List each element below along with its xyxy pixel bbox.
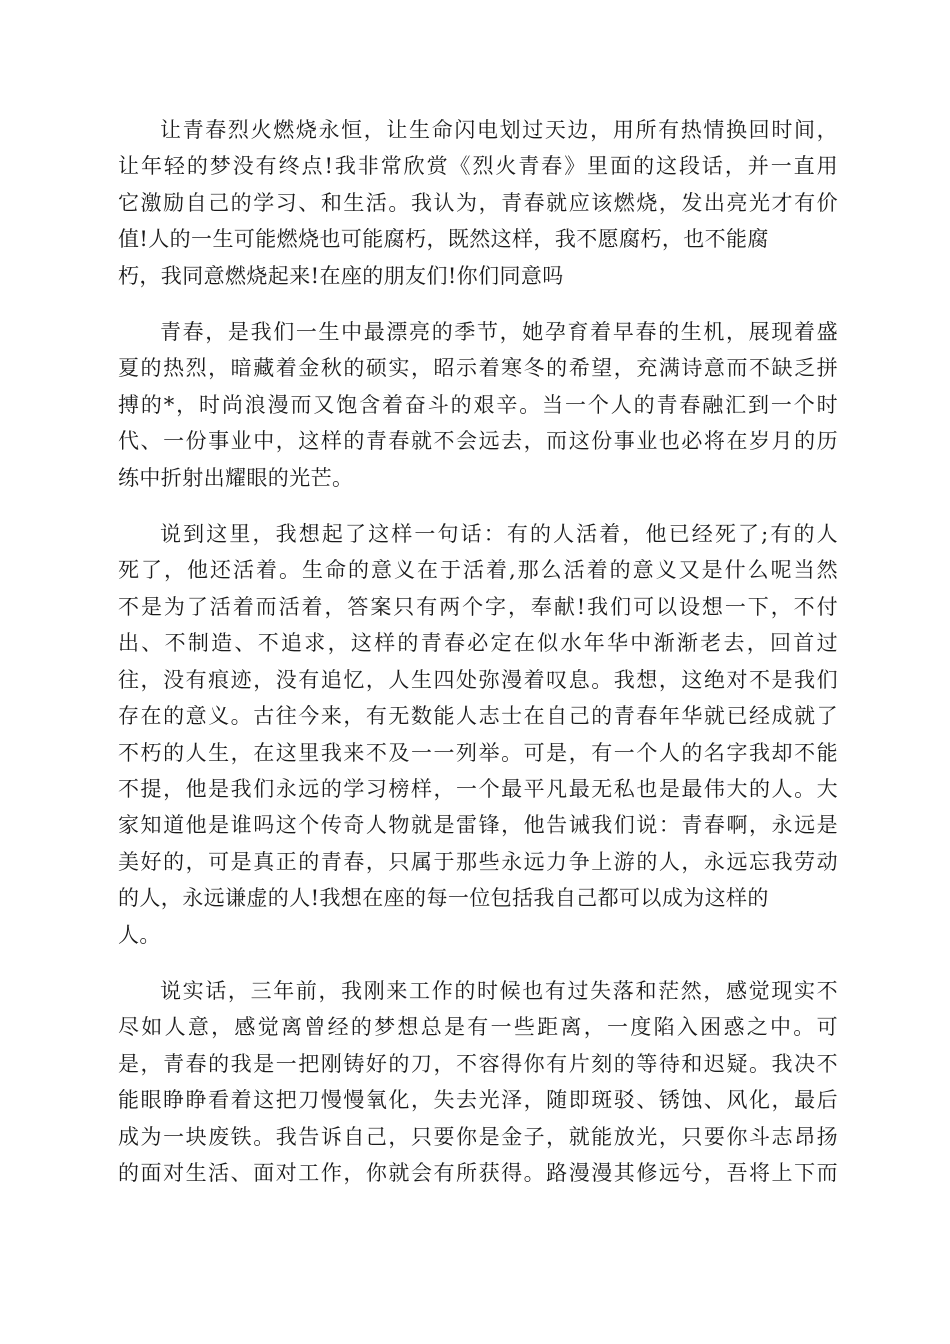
text-line: 它激励自己的学习、和生活。我认为，青春就应该燃烧，发出亮光才有价 (118, 190, 838, 215)
text-line: 往，没有痕迹，没有追忆，人生四处弥漫着叹息。我想，这绝对不是我们 (118, 667, 838, 692)
paragraph-1 (118, 112, 838, 294)
text-line: 搏的*，时尚浪漫而又饱含着奋斗的艰辛。当一个人的青春融汇到一个时 (118, 392, 838, 417)
text-line: 值!人的一生可能燃烧也可能腐朽，既然这样，我不愿腐朽，也不能腐 (118, 227, 769, 252)
text-line: 朽，我同意燃烧起来!在座的朋友们!你们同意吗 (118, 263, 564, 288)
paragraph-2 (118, 314, 838, 496)
text-line: 尽如人意，感觉离曾经的梦想总是有一些距离，一度陷入困惑之中。可 (118, 1015, 838, 1040)
text-line: 死了，他还活着。生命的意义在于活着,那么活着的意义又是什么呢当然 (118, 558, 838, 583)
text-line: 代、一份事业中，这样的青春就不会远去，而这份事业也必将在岁月的历 (118, 429, 838, 454)
text-line: 的人，永远谦虚的人!我想在座的每一位包括我自己都可以成为这样的 (118, 886, 769, 911)
text-line: 让年轻的梦没有终点!我非常欣赏《烈火青春》里面的这段话，并一直用 (118, 154, 838, 179)
paragraph-4 (118, 973, 838, 1191)
text-line: 的面对生活、面对工作，你就会有所获得。路漫漫其修远兮，吾将上下而 (118, 1160, 838, 1185)
text-line: 青春，是我们一生中最漂亮的季节，她孕育着早春的生机，展现着盛 (160, 320, 838, 345)
text-line: 能眼睁睁看着这把刀慢慢氧化，失去光泽，随即斑驳、锈蚀、风化，最后 (118, 1088, 838, 1113)
text-line: 不提，他是我们永远的学习榜样，一个最平凡最无私也是最伟大的人。大 (118, 776, 838, 801)
text-line: 人。 (118, 922, 161, 947)
text-line: 成为一块废铁。我告诉自己，只要你是金子，就能放光，只要你斗志昂扬 (118, 1124, 838, 1149)
text-line: 存在的意义。古往今来，有无数能人志士在自己的青春年华就已经成就了 (118, 704, 838, 729)
text-line: 家知道他是谁吗这个传奇人物就是雷锋，他告诫我们说：青春啊，永远是 (118, 813, 838, 838)
text-line: 是，青春的我是一把刚铸好的刀，不容得你有片刻的等待和迟疑。我决不 (118, 1051, 838, 1076)
text-line: 夏的热烈，暗藏着金秋的硕实，昭示着寒冬的希望，充满诗意而不缺乏拼 (118, 356, 838, 381)
text-line: 美好的，可是真正的青春，只属于那些永远力争上游的人，永远忘我劳动 (118, 849, 838, 874)
text-line: 说到这里，我想起了这样一句话：有的人活着，他已经死了;有的人 (160, 522, 838, 547)
text-line: 让青春烈火燃烧永恒，让生命闪电划过天边，用所有热情换回时间， (160, 118, 838, 142)
document-body (118, 112, 838, 1211)
text-line: 不是为了活着而活着，答案只有两个字，奉献!我们可以设想一下，不付 (118, 594, 838, 619)
text-line: 出、不制造、不追求，这样的青春必定在似水年华中渐渐老去，回首过 (118, 631, 838, 656)
paragraph-3 (118, 516, 838, 953)
text-line: 说实话，三年前，我刚来工作的时候也有过失落和茫然，感觉现实不 (160, 978, 838, 1003)
text-line: 练中折射出耀眼的光芒。 (118, 465, 354, 490)
text-line: 不朽的人生，在这里我来不及一一列举。可是，有一个人的名字我却不能 (118, 740, 838, 765)
